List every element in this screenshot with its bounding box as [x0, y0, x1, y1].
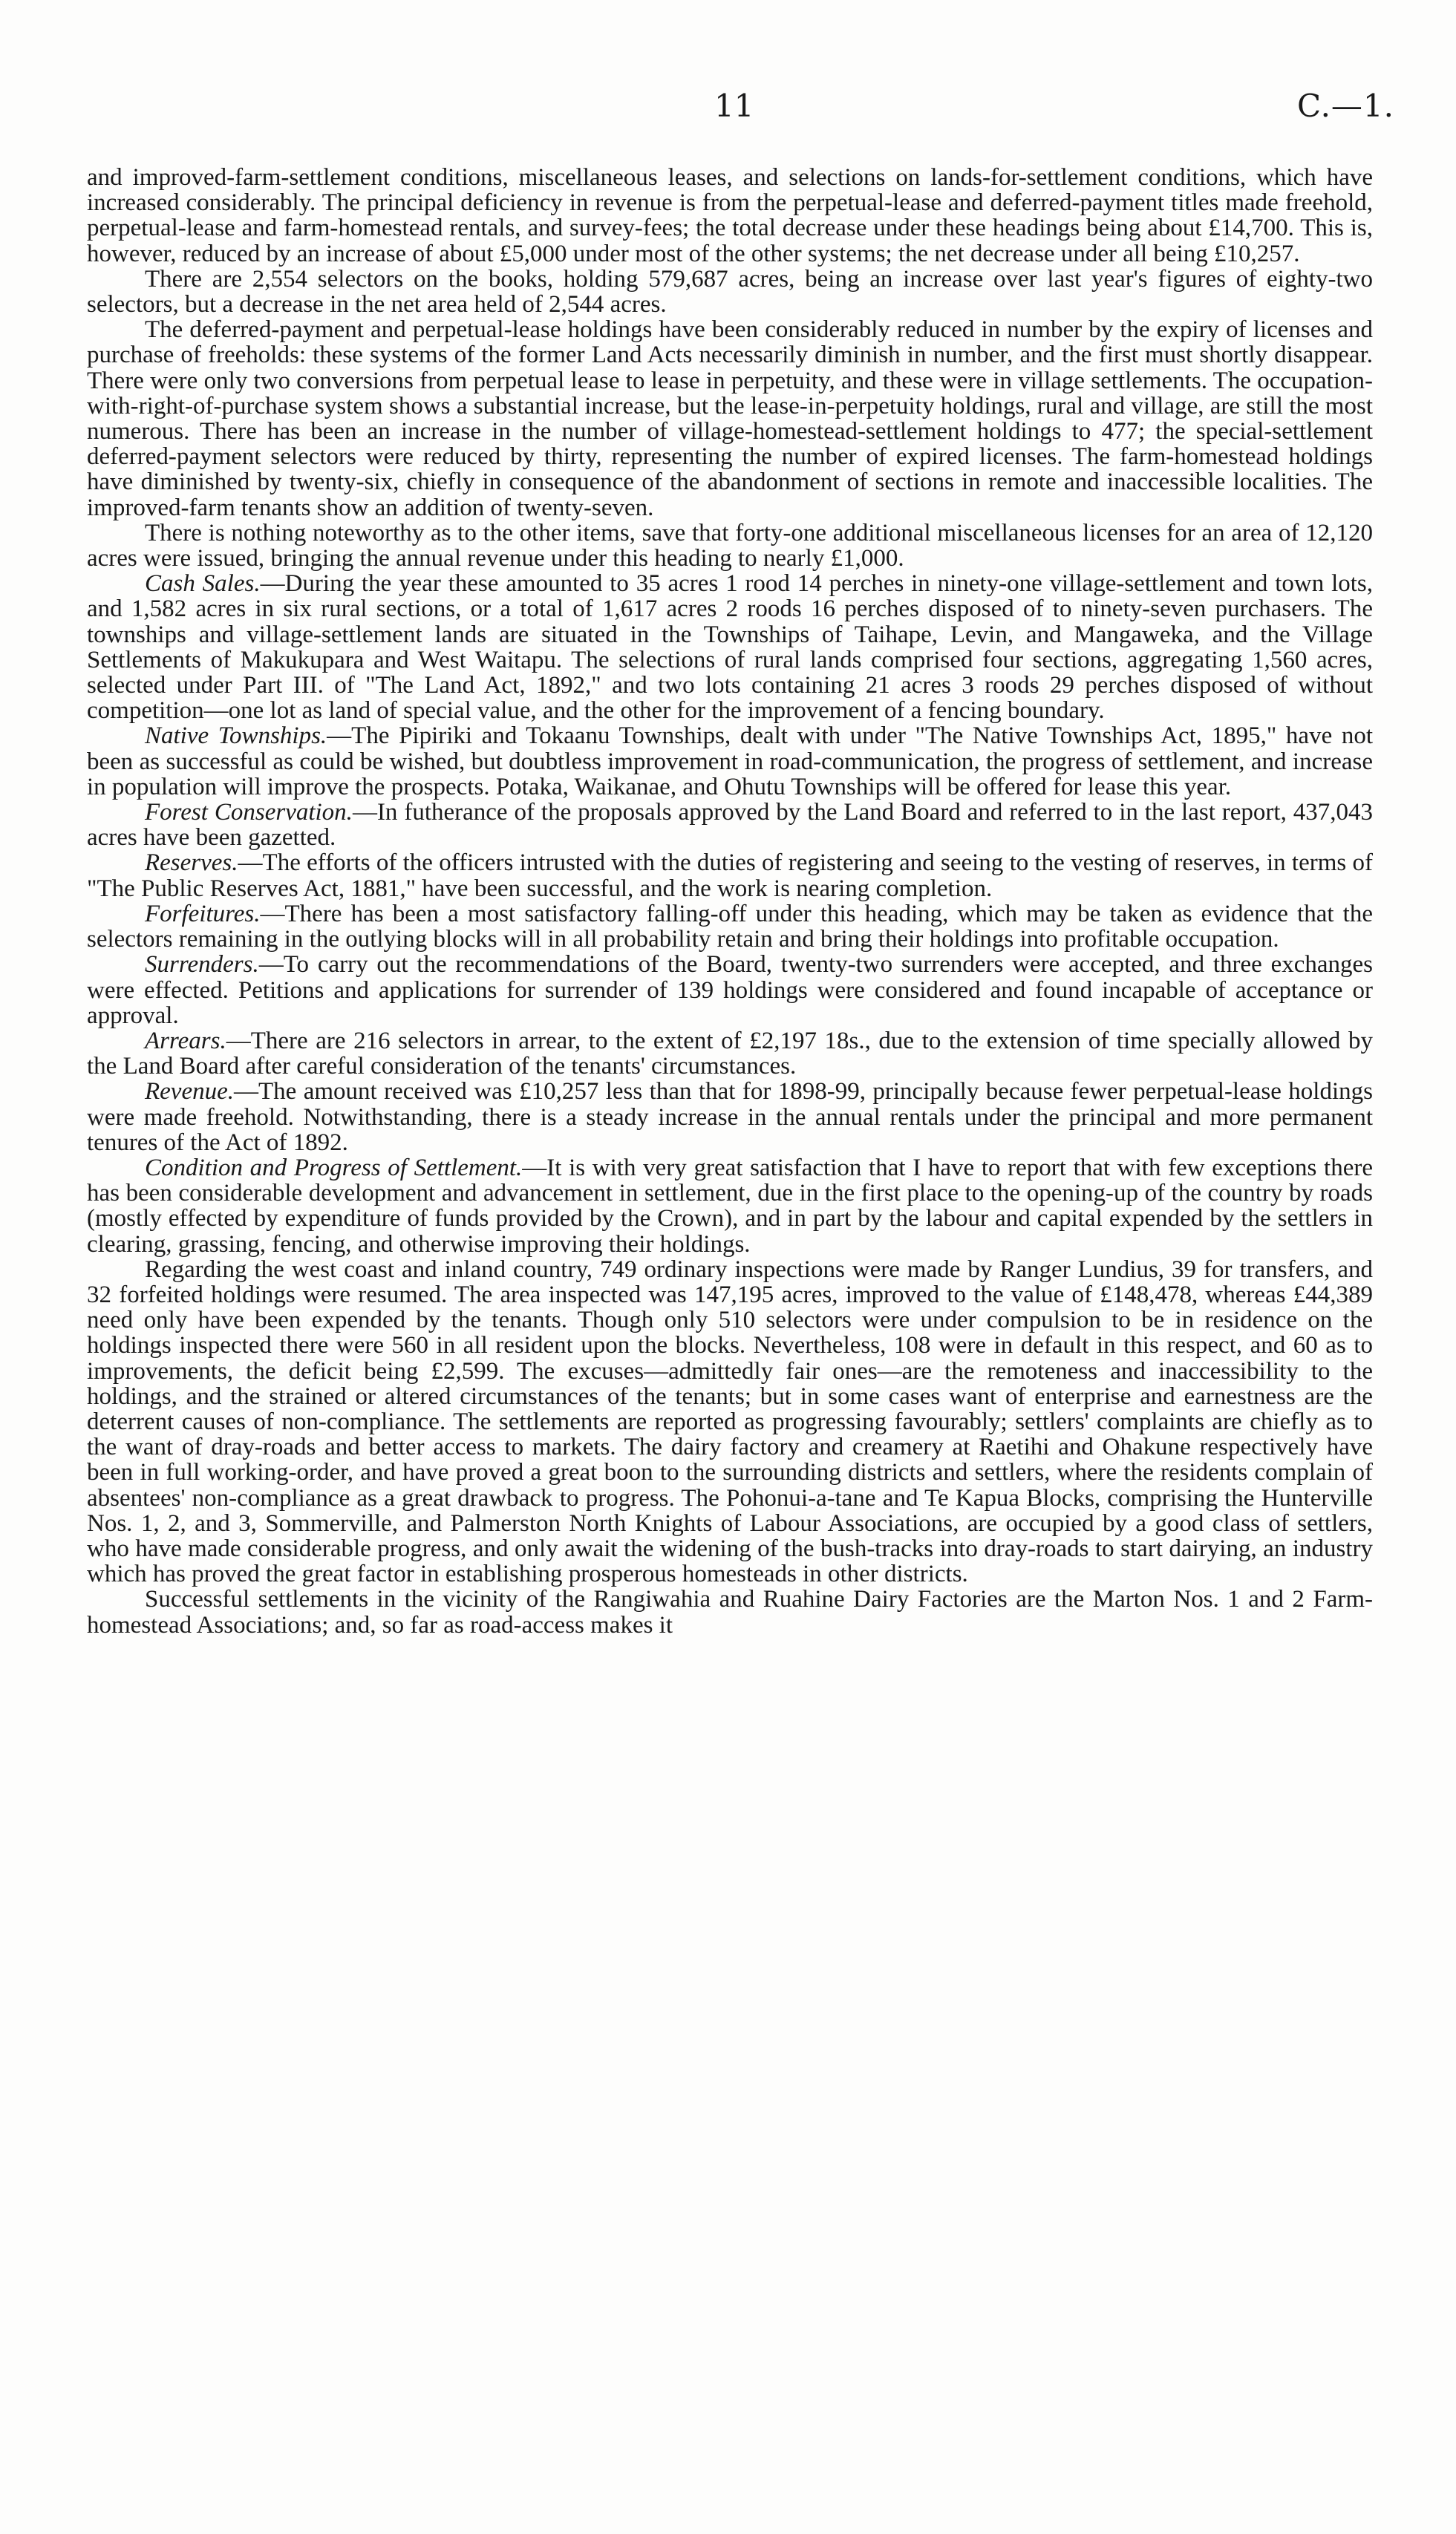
- paragraph-heading: Reserves.: [145, 849, 238, 877]
- paragraph: [87, 1587, 1373, 1637]
- paragraph: [87, 165, 1373, 267]
- paragraph: [87, 571, 1373, 723]
- page-number: 11: [714, 88, 754, 124]
- paragraph: [87, 1155, 1373, 1257]
- paragraph: [87, 1257, 1373, 1587]
- paragraph-text: —The efforts of the officers intrusted with the duties of registering and seeing to the vesting of reserves, in terms of "The Public Reserves Act, 1881," have been successful, and the work is nearing completion.: [87, 849, 1373, 902]
- page-header: [0, 88, 1456, 132]
- paragraph: [87, 901, 1373, 952]
- paragraph-heading: Native Townships.: [145, 722, 327, 750]
- paragraph-text: —During the year these amounted to 35 acres 1 rood 14 perches in ninety-one village-settlement and town lots, and 1,582 acres in six rural sections, or a total of 1,617 acres 2 roods 16 perches disposed of to ninety-seven purchasers. The townships and village-settlement lands are situated in the Townships of Taihape, Levin, and Mangaweka, and the Village Settlements of Makukupara and West Waitapu. The selections of rural lands comprised four sections, aggregating 1,560 acres, selected under Part III. of "The Land Act, 1892," and two lots containing 21 acres 3 roods 29 perches disposed of without competition—one lot as land of special value, and the other for the improvement of a fencing boundary.: [87, 570, 1373, 725]
- paragraph-text: —In futherance of the proposals approved by the Land Board and referred to in the last report, 437,043 acres have been gazetted.: [87, 799, 1373, 852]
- paragraph: [87, 267, 1373, 317]
- paragraph-heading: Condition and Progress of Settlement.: [145, 1154, 523, 1181]
- paragraph-text: —The Pipiriki and Tokaanu Townships, dealt with under "The Native Townships Act, 1895," have not been as successful as could be wished, but doubtless improvement in road-communication, the progress of settlement, and increase in population will improve the prospects. Potaka, Waikanae, and Ohutu Townships will be offered for lease this year.: [87, 722, 1373, 800]
- paragraph: [87, 520, 1373, 571]
- paragraph-text: —It is with very great satisfaction that I have to report that with few exceptions there has been considerable development and advancement in settlement, due in the first place to the opening-up of the country by roads (mostly effected by expenditure of funds provided by the Crown), and in part by the labour and capital expended by the settlers in clearing, grassing, fencing, and otherwise improving their holdings.: [87, 1154, 1373, 1258]
- paragraph: [87, 952, 1373, 1028]
- paragraph-text: —To carry out the recommendations of the Board, twenty-two surrenders were accepted, and three exchanges were effected. Petitions and applications for surrender of 139 holdings were considered and found incapable of acceptance or approval.: [87, 951, 1373, 1029]
- document-reference: C.—1.: [1296, 88, 1394, 124]
- paragraph: [87, 850, 1373, 901]
- paragraph-heading: Cash Sales.: [145, 570, 261, 598]
- paragraph-text: —There are 216 selectors in arrear, to the extent of £2,197 18s., due to the extension of time specially allowed by the Land Board after careful consideration of the tenants' circumstances.: [87, 1027, 1373, 1080]
- paragraph-heading: Arrears.: [145, 1027, 226, 1054]
- body-text: [87, 165, 1373, 1638]
- paragraph: [87, 1028, 1373, 1079]
- paragraph-heading: Revenue.: [145, 1078, 234, 1106]
- paragraph-text: —The amount received was £10,257 less than that for 1898-99, principally because fewer perpetual-lease holdings were made freehold. Notwithstanding, there is a steady increase in the annual rentals under the principal and more permanent tenures of the Act of 1892.: [87, 1078, 1373, 1156]
- paragraph: [87, 723, 1373, 800]
- paragraph-text: —There has been a most satisfactory falling-off under this heading, which may be taken as evidence that the selectors remaining in the outlying blocks will in all probability retain and bring their holdings into profitable occupation.: [87, 900, 1373, 953]
- paragraph-heading: Forfeitures.: [145, 900, 261, 927]
- paragraph-text: There are 2,554 selectors on the books, holding 579,687 acres, being an increase over last year's figures of eighty-two selectors, but a decrease in the net area held of 2,544 acres.: [87, 265, 1373, 319]
- paragraph: [87, 317, 1373, 520]
- paragraph: [87, 1079, 1373, 1155]
- paragraph-text: There is nothing noteworthy as to the other items, save that forty-one additional miscellaneous licenses for an area of 12,120 acres were issued, bringing the annual revenue under this heading to nearly £1,000.: [87, 519, 1373, 572]
- paragraph-heading: Forest Conservation.: [145, 799, 353, 826]
- paragraph-heading: Surrenders.: [145, 951, 259, 979]
- paragraph-text: Successful settlements in the vicinity of the Rangiwahia and Ruahine Dairy Factories are the Marton Nos. 1 and 2 Farm-homestead Associations; and, so far as road-access makes it: [87, 1586, 1373, 1639]
- paragraph: [87, 800, 1373, 850]
- paragraph-text: and improved-farm-settlement conditions, miscellaneous leases, and selections on lands-for-settlement conditions, which have increased considerably. The principal deficiency in revenue is from the perpetual-lease and deferred-payment titles made freehold, perpetual-lease and farm-homestead rentals, and survey-fees; the total decrease under these headings being about £14,700. This is, however, reduced by an increase of about £5,000 under most of the other systems; the net decrease under all being £10,257.: [87, 164, 1373, 267]
- paragraph-text: Regarding the west coast and inland country, 749 ordinary inspections were made by Ranger Lundius, 39 for transfers, and 32 forfeited holdings were resumed. The area inspected was 147,195 acres, improved to the value of £148,478, whereas £44,389 need only have been expended by the tenants. Though only 510 selectors were under compulsion to be in residence on the holdings inspected there were 560 in all resident upon the blocks. Nevertheless, 108 were in default in this respect, and 60 as to improvements, the deficit being £2,599. The excuses—admittedly fair ones—are the remoteness and inaccessibility to the holdings, and the strained or altered circumstances of the tenants; but in some cases want of enterprise and earnestness are the deterrent causes of non-compliance. The settlements are reported as progressing favourably; settlers' complaints are chiefly as to the want of dray-roads and better access to markets. The dairy factory and creamery at Raetihi and Ohakune respectively have been in full working-order, and have proved a great boon to the surrounding districts and settlers, where the residents complain of absentees' non-compliance as a great drawback to progress. The Pohonui-a-tane and Te Kapua Blocks, comprising the Hunterville Nos. 1, 2, and 3, Sommerville, and Palmerston North Knights of Labour Associations, are occupied by a good class of settlers, who have made considerable progress, and only await the widening of the bush-tracks into dray-roads to start dairying, an industry which has proved the great factor in establishing prosperous homesteads in other districts.: [87, 1255, 1373, 1588]
- paragraph-text: The deferred-payment and perpetual-lease holdings have been considerably reduced in number by the expiry of licenses and purchase of freeholds: these systems of the former Land Acts necessarily diminish in number, and the first must shortly disappear. There were only two conversions from perpetual lease to lease in perpetuity, and these were in village settlements. The occupation-with-right-of-purchase system shows a substantial increase, but the lease-in-perpetuity holdings, rural and village, are still the most numerous. There has been an increase in the number of village-homestead-settlement holdings to 477; the special-settlement deferred-payment selectors were reduced by thirty, representing the number of expired licenses. The farm-homestead holdings have diminished by twenty-six, chiefly in consequence of the abandonment of sections in remote and inaccessible localities. The improved-farm tenants show an addition of twenty-seven.: [87, 316, 1373, 521]
